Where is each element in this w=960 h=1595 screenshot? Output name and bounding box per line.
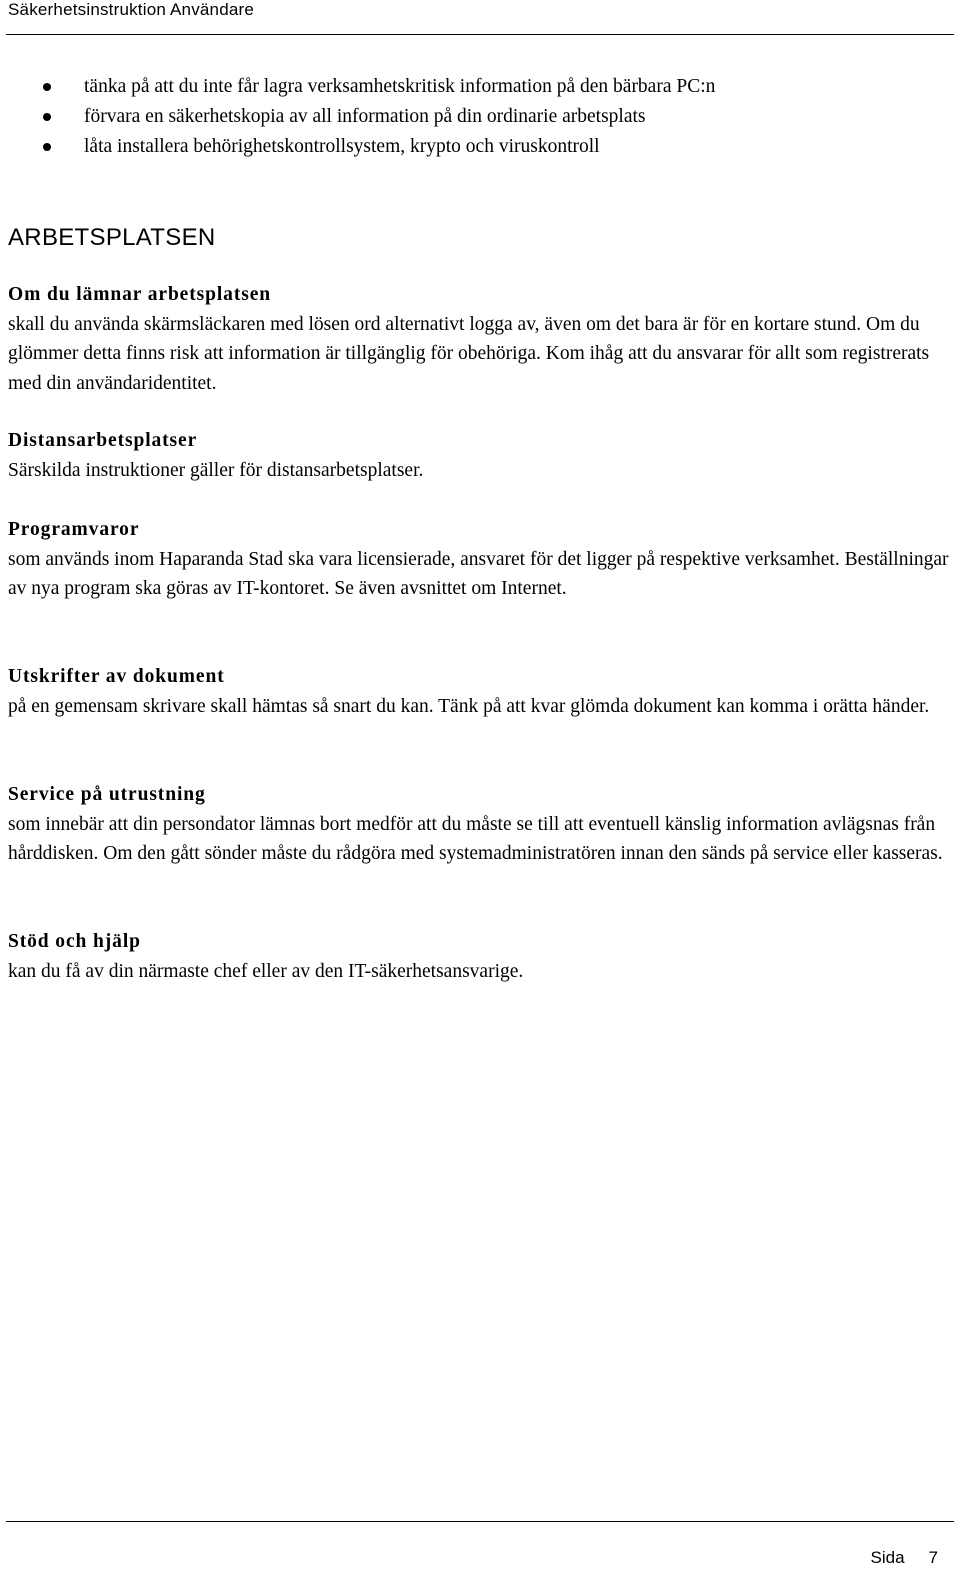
subsection-title: Distansarbetsplatser bbox=[8, 430, 198, 451]
bullet-icon bbox=[43, 143, 51, 151]
subsection-software bbox=[8, 515, 953, 604]
subsection-title: Utskrifter av dokument bbox=[8, 666, 225, 687]
bullet-icon bbox=[43, 113, 51, 121]
subsection-title: Stöd och hjälp bbox=[8, 931, 141, 952]
subsection-text: Särskilda instruktioner gäller för distansarbetsplatser. bbox=[8, 459, 424, 481]
subsection-printouts bbox=[8, 662, 953, 721]
bullet-list bbox=[0, 72, 715, 162]
page-number: 7 bbox=[928, 1548, 938, 1567]
subsection-title: Service på utrustning bbox=[8, 784, 206, 805]
subsection-text: på en gemensam skrivare skall hämtas så snart du kan. Tänk på att kvar glömda dokument kan komma i orätta händer. bbox=[8, 695, 930, 717]
page-label: Sida bbox=[870, 1548, 905, 1567]
list-item bbox=[0, 132, 715, 162]
bullet-text: förvara en säkerhetskopia av all information på din ordinarie arbetsplats bbox=[84, 106, 646, 127]
subsection-title: Programvaror bbox=[8, 519, 140, 540]
bullet-text: tänka på att du inte får lagra verksamhetskritisk information på den bärbara PC:n bbox=[84, 76, 716, 97]
footer-divider bbox=[6, 1521, 954, 1522]
subsection-title: Om du lämnar arbetsplatsen bbox=[8, 284, 272, 305]
subsection-text: skall du använda skärmsläckaren med lösen ord alternativt logga av, även om det bara är för en kortare stund. Om du glömmer detta finns risk att information är tillgänglig för obehöriga. Kom ihåg att du ansvarar för allt som registrerats med din användaridentitet. bbox=[8, 313, 930, 394]
header-divider bbox=[6, 34, 954, 35]
subsection-leaving-workplace bbox=[8, 280, 953, 398]
subsection-equipment-service bbox=[8, 780, 953, 869]
list-item bbox=[0, 72, 715, 102]
bullet-text: låta installera behörighetskontrollsystem, krypto och viruskontroll bbox=[84, 136, 600, 157]
subsection-remote-workplaces bbox=[8, 426, 953, 485]
subsection-text: kan du få av din närmaste chef eller av den IT-säkerhetsansvarige. bbox=[8, 960, 524, 982]
subsection-text: som används inom Haparanda Stad ska vara licensierade, ansvaret för det ligger på respektive verksamhet. Beställningar av nya program ska göras av IT-kontoret. Se även avsnittet om Internet. bbox=[8, 548, 949, 599]
subsection-support bbox=[8, 927, 953, 986]
document-title: Säkerhetsinstruktion Användare bbox=[8, 0, 255, 19]
list-item bbox=[0, 102, 715, 132]
subsection-text: som innebär att din persondator lämnas bort medför att du måste se till att eventuell känslig information avlägsnas från hårddisken. Om den gått sönder måste du rådgöra med systemadministratören innan den sänds på service eller kasseras. bbox=[8, 813, 943, 864]
bullet-icon bbox=[43, 83, 51, 91]
section-heading: ARBETSPLATSEN bbox=[8, 224, 216, 251]
page-footer bbox=[871, 1548, 939, 1568]
